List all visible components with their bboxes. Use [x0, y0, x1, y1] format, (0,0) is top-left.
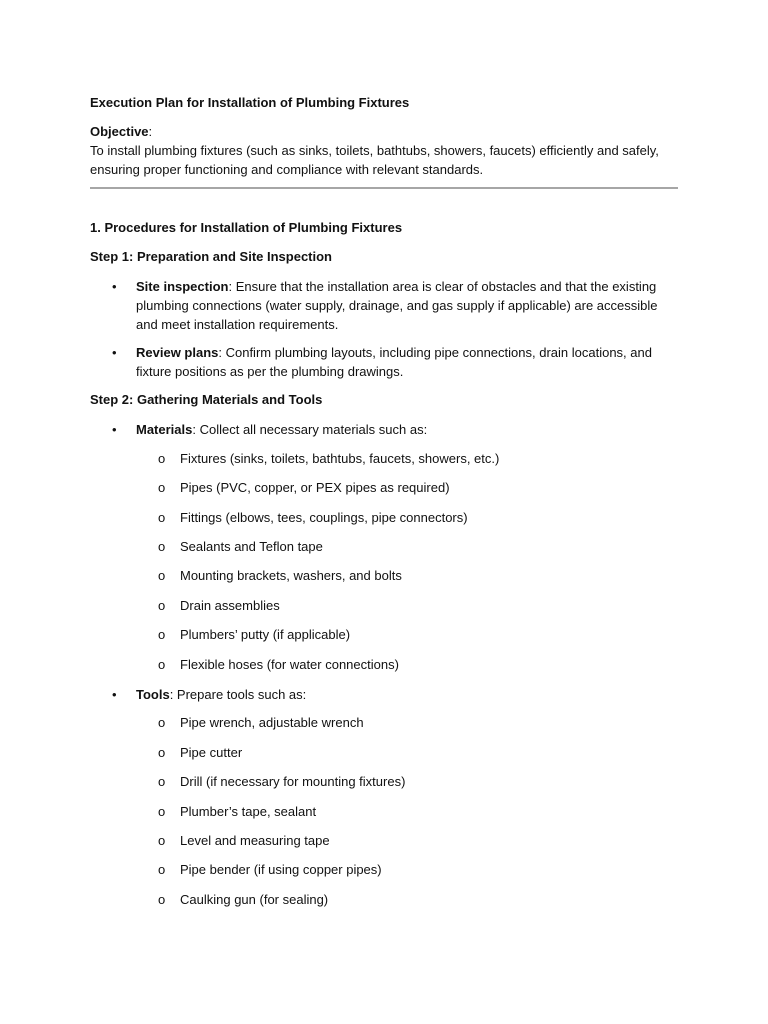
sub-bullet-marker: o [158, 804, 166, 819]
sub-list-item-text: Pipes (PVC, copper, or PEX pipes as required) [180, 480, 450, 495]
list-item-term: Review plans [136, 345, 219, 360]
sub-list-item-text: Flexible hoses (for water connections) [180, 657, 399, 672]
sub-list-item-text: Level and measuring tape [180, 833, 330, 848]
sub-list-item-text: Drill (if necessary for mounting fixtures) [180, 774, 406, 789]
sub-list-item-text: Plumber’s tape, sealant [180, 804, 317, 819]
sub-bullet-marker: o [158, 715, 166, 730]
objective-text: To install plumbing fixtures (such as sinks, toilets, bathtubs, showers, faucets) efficiently and safely, ensuring proper functioning and compliance with relevant standards. [90, 143, 659, 177]
sub-list-item-text: Drain assemblies [180, 598, 280, 613]
list-item-term: Tools [136, 687, 170, 702]
list-item-body: : Prepare tools such as: [169, 687, 307, 702]
bullet-marker: • [112, 279, 117, 294]
sub-list-item-text: Caulking gun (for sealing) [180, 892, 329, 907]
list-item-term: Materials [136, 422, 193, 437]
sub-bullet-marker: o [158, 657, 166, 672]
horizontal-divider [90, 187, 678, 189]
list-item-text [136, 420, 680, 439]
objective-colon: : [148, 124, 153, 139]
objective-heading [90, 123, 152, 141]
sub-bullet-marker: o [158, 833, 166, 848]
sub-bullet-marker: o [158, 892, 166, 907]
list-item-text [136, 277, 680, 334]
sub-list-item-text: Plumbers’ putty (if applicable) [180, 627, 351, 642]
list-item-body: : Collect all necessary materials such as: [192, 422, 428, 437]
sub-bullet-marker: o [158, 598, 166, 613]
list-item-term: Site inspection [136, 279, 229, 294]
step-1-heading: Step 1: Preparation and Site Inspection [90, 249, 332, 264]
sub-bullet-marker: o [158, 480, 166, 495]
list-item-body: : Ensure that the installation area is clear of obstacles and that the existing plumbing connections (water supply, drainage, and gas supply if applicable) are accessible and meet installation requirements. [136, 279, 658, 332]
objective-label: Objective [90, 124, 149, 139]
bullet-marker: • [112, 345, 117, 360]
list-item-text [136, 685, 680, 704]
document-title: Execution Plan for Installation of Plumbing Fixtures [90, 95, 410, 110]
sub-bullet-marker: o [158, 627, 166, 642]
sub-bullet-marker: o [158, 774, 166, 789]
sub-list-item-text: Fixtures (sinks, toilets, bathtubs, faucets, showers, etc.) [180, 451, 500, 466]
sub-list-item-text: Mounting brackets, washers, and bolts [180, 568, 402, 583]
sub-bullet-marker: o [158, 510, 166, 525]
sub-bullet-marker: o [158, 539, 166, 554]
sub-bullet-marker: o [158, 451, 166, 466]
bullet-marker: • [112, 422, 117, 437]
sub-bullet-marker: o [158, 862, 166, 877]
sub-list-item-text: Pipe wrench, adjustable wrench [180, 715, 364, 730]
list-item-body: : Confirm plumbing layouts, including pipe connections, drain locations, and fixture positions as per the plumbing drawings. [136, 345, 652, 379]
sub-bullet-marker: o [158, 745, 166, 760]
sub-list-item-text: Pipe cutter [180, 745, 243, 760]
sub-list-item-text: Fittings (elbows, tees, couplings, pipe connectors) [180, 510, 468, 525]
step-2-heading: Step 2: Gathering Materials and Tools [90, 392, 323, 407]
sub-bullet-marker: o [158, 568, 166, 583]
sub-list-item-text: Pipe bender (if using copper pipes) [180, 862, 382, 877]
list-item-text [136, 343, 680, 381]
bullet-marker: • [112, 687, 117, 702]
section-1-heading: 1. Procedures for Installation of Plumbing Fixtures [90, 220, 403, 235]
sub-list-item-text: Sealants and Teflon tape [180, 539, 323, 554]
